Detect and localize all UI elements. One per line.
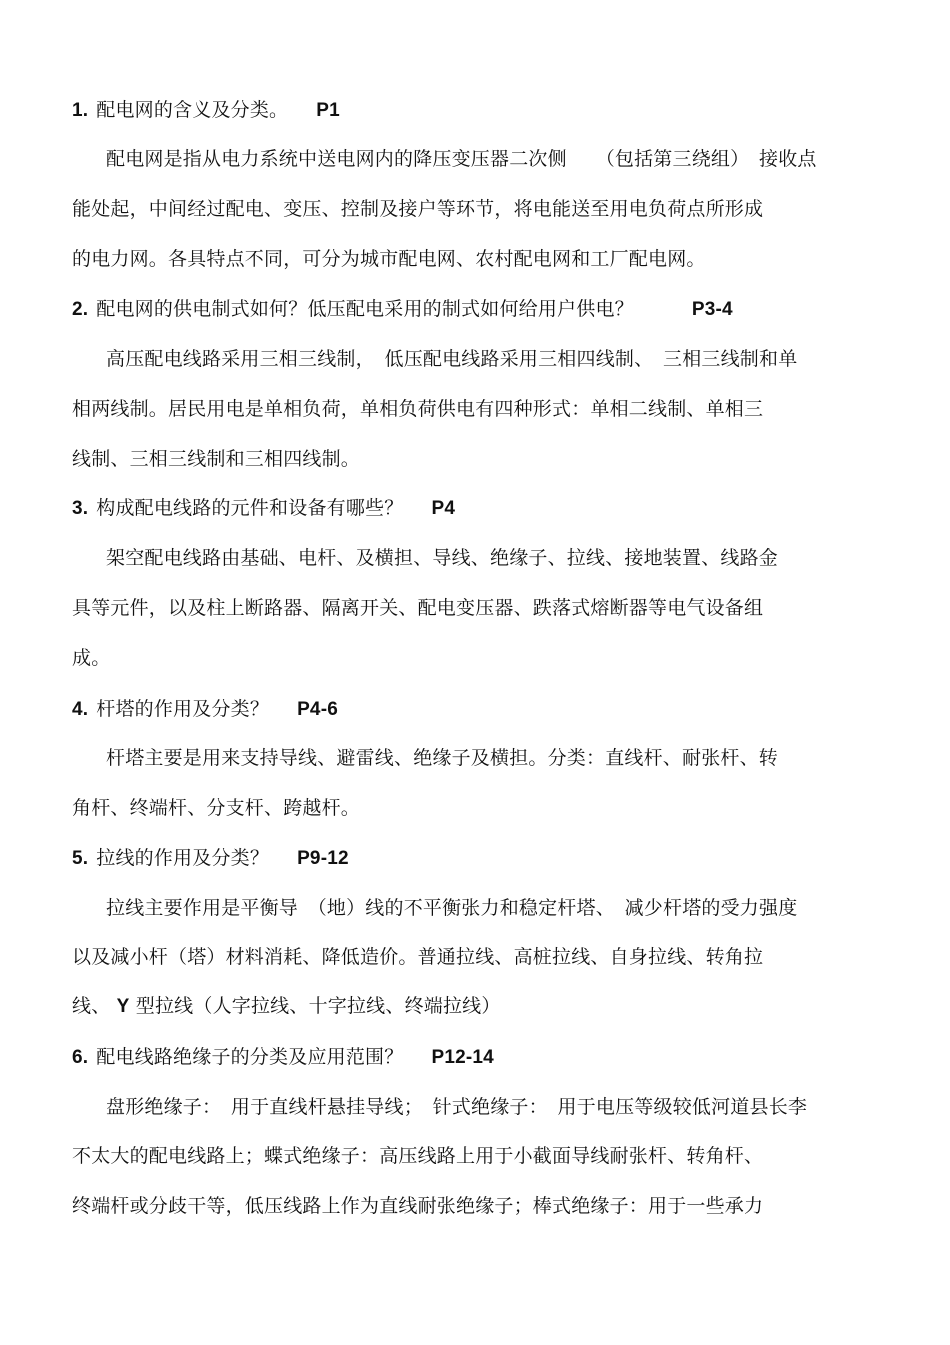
question-1-heading xyxy=(72,97,340,124)
answer-line: 以及减小杆（塔）材料消耗、降低造价。普通拉线、高桩拉线、自身拉线、转角拉 xyxy=(72,946,764,968)
answer-line: 不太大的配电线路上；蝶式绝缘子：高压线路上用于小截面导线耐张杆、转角杆、 xyxy=(72,1145,764,1167)
question-6-heading xyxy=(72,1044,494,1071)
question-title: 配电线路绝缘子的分类及应用范围？ xyxy=(96,1046,404,1068)
question-title: 配电网的含义及分类。 xyxy=(96,99,289,121)
answer-line: 能处起，中间经过配电、变压、控制及接户等环节，将电能送至用电负荷点所形成 xyxy=(72,198,764,220)
question-number: 1. xyxy=(72,100,89,121)
answer-text-bold: Y xyxy=(116,996,130,1017)
answer-line: 相两线制。居民用电是单相负荷，单相负荷供电有四种形式：单相二线制、单相三 xyxy=(72,398,764,420)
answer-line: 角杆、终端杆、分支杆、跨越杆。 xyxy=(72,797,361,819)
question-number: 3. xyxy=(72,498,89,519)
answer-line: 的电力网。各具特点不同，可分为城市配电网、农村配电网和工厂配电网。 xyxy=(72,248,706,270)
page-reference: P4-6 xyxy=(297,699,338,720)
page-reference: P12-14 xyxy=(431,1047,494,1068)
answer-text: 线、 xyxy=(72,995,111,1017)
answer-line: 高压配电线路采用三相三线制， 低压配电线路采用三相四线制、 三相三线制和单 xyxy=(106,348,798,370)
answer-line: 拉线主要作用是平衡导 （地）线的不平衡张力和稳定杆塔、 减少杆塔的受力强度 xyxy=(106,897,798,919)
question-title: 杆塔的作用及分类？ xyxy=(96,698,270,720)
answer-line: 杆塔主要是用来支持导线、避雷线、绝缘子及横担。分类：直线杆、耐张杆、转 xyxy=(106,747,779,769)
answer-line: 盘形绝缘子： 用于直线杆悬挂导线； 针式绝缘子： 用于电压等级较低河道县长李 xyxy=(106,1096,808,1118)
answer-line: 线制、三相三线制和三相四线制。 xyxy=(72,448,361,470)
question-3-heading xyxy=(72,495,455,522)
answer-line: 配电网是指从电力系统中送电网内的降压变压器二次侧 （包括第三绕组） 接收点 xyxy=(106,148,817,170)
answer-text: 型拉线（人字拉线、十字拉线、终端拉线） xyxy=(135,995,501,1017)
question-number: 2. xyxy=(72,299,89,320)
page-reference: P4 xyxy=(431,498,456,519)
question-title: 构成配电线路的元件和设备有哪些？ xyxy=(96,497,404,519)
question-number: 5. xyxy=(72,848,89,869)
page-reference: P3-4 xyxy=(691,299,733,320)
answer-line: 成。 xyxy=(72,647,111,669)
page-reference: P9-12 xyxy=(297,848,349,869)
question-title: 拉线的作用及分类？ xyxy=(96,847,270,869)
question-number: 4. xyxy=(72,699,89,720)
answer-line: 终端杆或分歧干等，低压线路上作为直线耐张绝缘子；棒式绝缘子：用于一些承力 xyxy=(72,1195,764,1217)
answer-line: 具等元件，以及柱上断路器、隔离开关、配电变压器、跌落式熔断器等电气设备组 xyxy=(72,597,764,619)
question-5-heading xyxy=(72,845,349,872)
question-2-heading xyxy=(72,296,733,323)
question-title: 配电网的供电制式如何？低压配电采用的制式如何给用户供电？ xyxy=(96,298,634,320)
answer-line xyxy=(72,993,501,1020)
page-reference: P1 xyxy=(316,100,340,121)
question-number: 6. xyxy=(72,1047,89,1068)
answer-line: 架空配电线路由基础、电杆、及横担、导线、绝缘子、拉线、接地装置、线路金 xyxy=(106,547,779,569)
question-4-heading xyxy=(72,696,338,723)
